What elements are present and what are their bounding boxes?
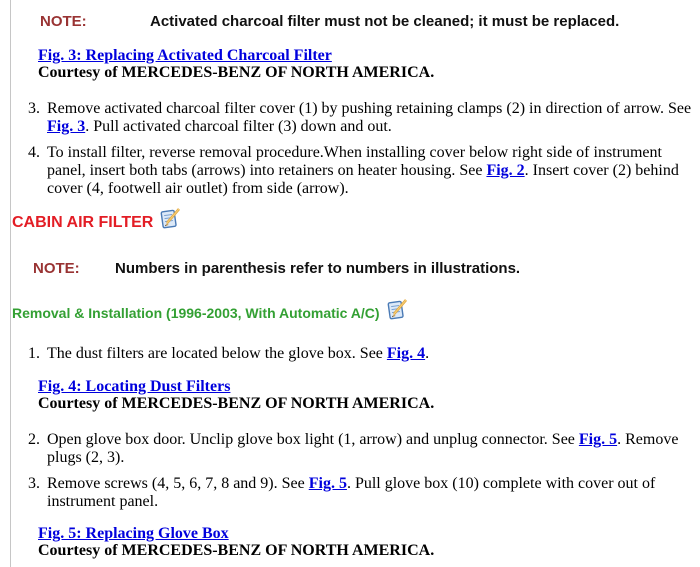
step-number: 3. xyxy=(28,475,40,492)
step-text-segment: . Insert cover (2) behind cover (4, footwell air outlet) from side (arrow). xyxy=(47,162,679,197)
step-text-segment: Open glove box door. Unclip glove box light (1, arrow) and unplug connector. See xyxy=(47,431,579,448)
section-heading-cabin-air-filter xyxy=(12,211,700,235)
step-number: 1. xyxy=(28,345,40,362)
step-text xyxy=(47,475,693,511)
figure-block-fig4 xyxy=(38,378,700,412)
figure-block-fig3 xyxy=(38,47,700,81)
note-text: Activated charcoal filter must not be cleaned; it must be replaced. xyxy=(150,13,620,30)
courtesy-line: Courtesy of MERCEDES-BENZ OF NORTH AMERICA. xyxy=(38,395,435,412)
subsection-heading-removal-installation xyxy=(12,301,700,325)
step-text-segment: . Remove plugs (2, 3). xyxy=(47,431,679,466)
inline-figure-link-fig3[interactable]: Fig. 3 xyxy=(47,118,86,135)
notepad-edit-icon[interactable] xyxy=(158,207,181,235)
note-label: NOTE: xyxy=(40,13,87,30)
step-number: 3. xyxy=(28,100,40,117)
step-text-segment: . Pull activated charcoal filter (3) down and out. xyxy=(85,118,392,135)
section-heading-label: CABIN AIR FILTER xyxy=(12,214,154,231)
note-callout-charcoal xyxy=(40,13,700,31)
step-number: 2. xyxy=(28,431,40,448)
figure-link-fig5[interactable]: Fig. 5: Replacing Glove Box xyxy=(38,525,229,542)
list-item-cabin-step1 xyxy=(28,345,700,363)
inline-figure-link-fig4[interactable]: Fig. 4 xyxy=(386,345,426,362)
step-text-segment: To install filter, reverse removal procedure.When installing cover below right side of instrument panel, insert both tabs (arrows) into retainers on heater housing. See xyxy=(47,144,662,179)
subsection-heading-label: Removal & Installation (1996-2003, With Automatic A/C) xyxy=(12,305,380,321)
notepad-edit-icon[interactable] xyxy=(385,298,408,324)
list-item-charcoal-step4 xyxy=(28,144,700,198)
step-text-segment: . xyxy=(425,345,430,362)
note-label: NOTE: xyxy=(33,260,80,277)
step-text xyxy=(47,345,693,363)
inline-figure-link-fig5[interactable]: Fig. 5 xyxy=(308,475,347,492)
step-text-segment: Remove activated charcoal filter cover (1) by pushing retaining clamps (2) in direction of arrow. See xyxy=(47,100,692,117)
step-text xyxy=(47,100,693,136)
list-item-cabin-step3 xyxy=(28,475,700,511)
note-text: Numbers in parenthesis refer to numbers in illustrations. xyxy=(115,260,521,277)
figure-link-fig4[interactable]: Fig. 4: Locating Dust Filters xyxy=(38,378,231,395)
courtesy-line: Courtesy of MERCEDES-BENZ OF NORTH AMERICA. xyxy=(38,542,435,559)
step-number: 4. xyxy=(28,144,40,161)
step-text-segment: Remove screws (4, 5, 6, 7, 8 and 9). See xyxy=(47,475,309,492)
note-callout-numbers xyxy=(33,260,700,278)
figure-link-fig3[interactable]: Fig. 3: Replacing Activated Charcoal Filter xyxy=(38,47,332,64)
inline-figure-link-fig5[interactable]: Fig. 5 xyxy=(578,431,618,448)
step-text-segment: . Pull glove box (10) complete with cover out of instrument panel. xyxy=(47,475,656,510)
step-text xyxy=(47,431,693,467)
courtesy-line: Courtesy of MERCEDES-BENZ OF NORTH AMERICA. xyxy=(38,64,435,81)
step-text xyxy=(47,144,693,198)
list-item-charcoal-step3 xyxy=(28,100,700,136)
inline-figure-link-fig2[interactable]: Fig. 2 xyxy=(486,162,525,179)
figure-block-fig5 xyxy=(38,525,700,559)
list-item-cabin-step2 xyxy=(28,431,700,467)
step-text-segment: The dust filters are located below the glove box. See xyxy=(47,345,387,362)
